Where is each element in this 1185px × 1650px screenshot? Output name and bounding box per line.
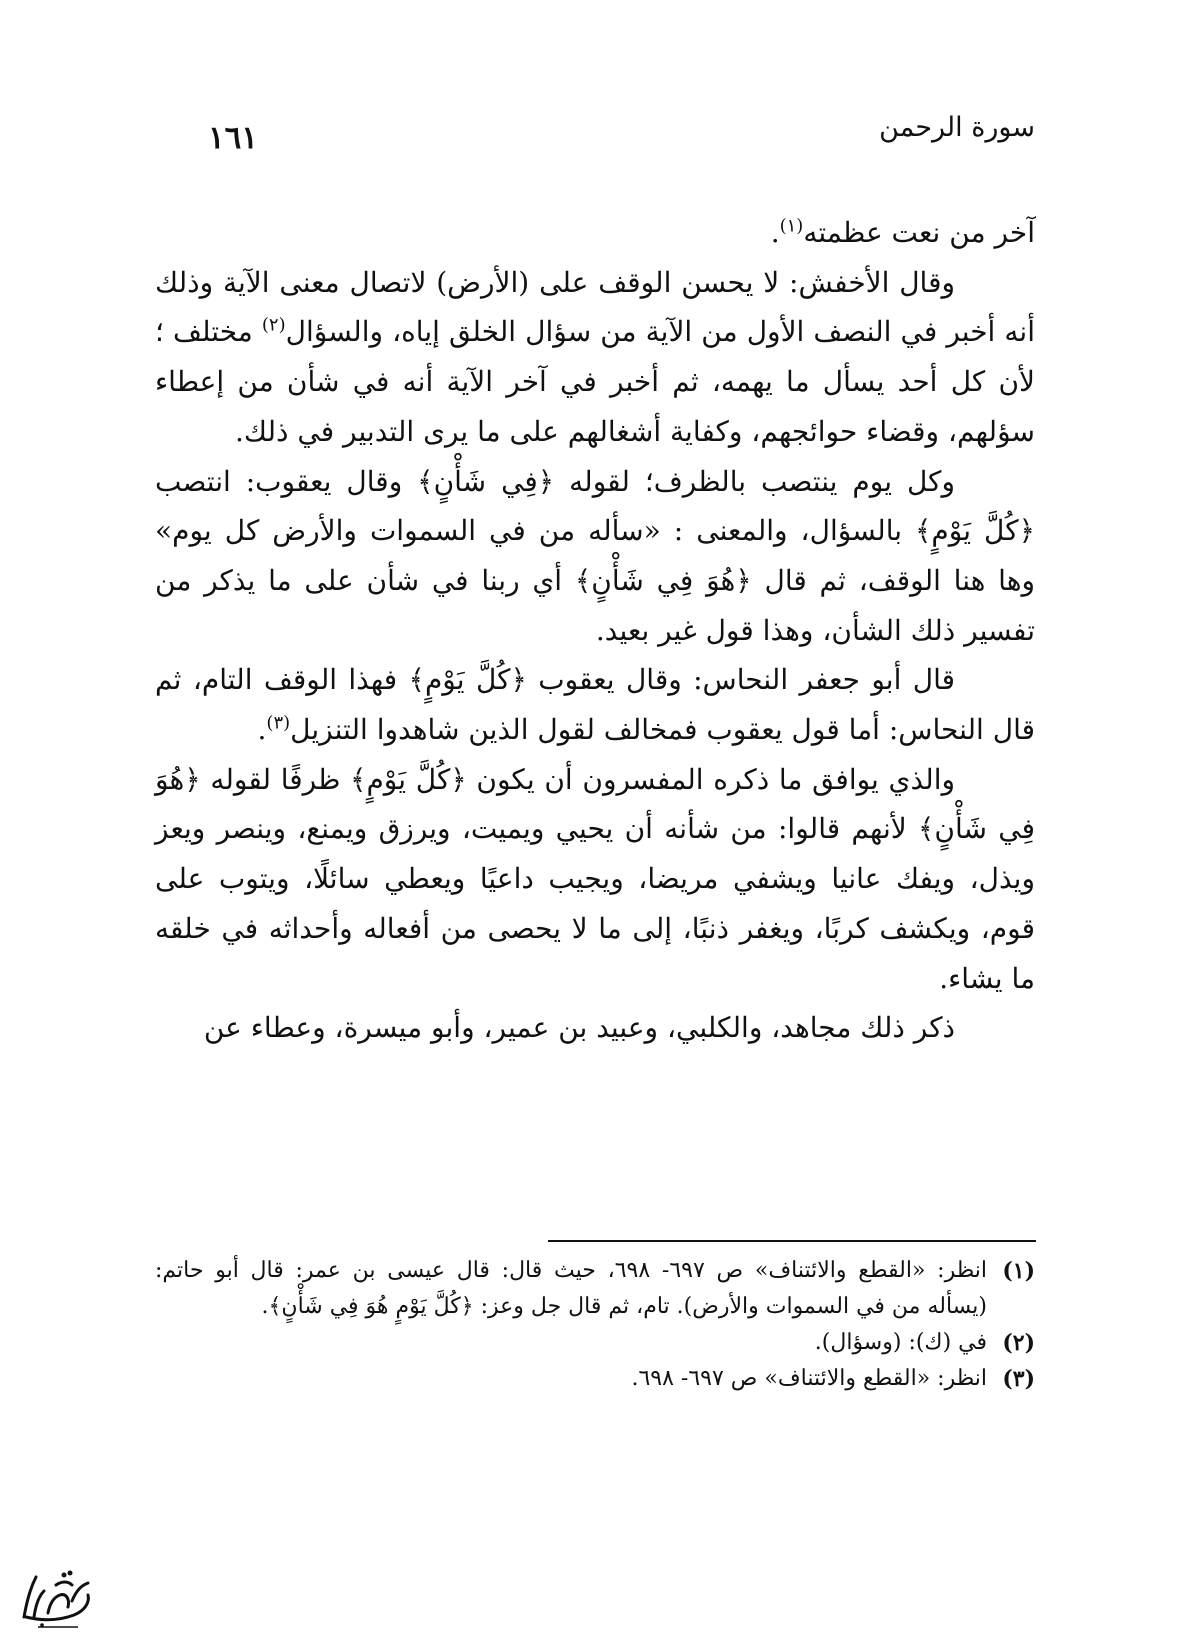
surah-title: سورة الرحمن bbox=[879, 112, 1035, 143]
paragraph bbox=[155, 208, 1035, 258]
footnote-number: (١) bbox=[1002, 1258, 1035, 1284]
almostafa-logo-icon bbox=[18, 1555, 96, 1631]
paragraph-tail: . bbox=[770, 216, 780, 249]
paragraph-text: ذكر ذلك مجاهد، والكلبي، وعبيد بن عمير، وأبو ميسرة، وعطاء عن bbox=[203, 1011, 955, 1045]
paragraph-tail: . bbox=[257, 713, 267, 747]
footnote-number: (٢) bbox=[1002, 1330, 1035, 1356]
paragraph-text: قال أبو جعفر النحاس: وقال يعقوب ﴿كُلَّ يَوْمٍ﴾ فهذا الوقف التام، ثم قال النحاس: أما قول يعقوب فمخالف لقول الذين شاهدوا التنزيل bbox=[155, 663, 1035, 747]
footnote-divider bbox=[548, 1240, 1036, 1242]
footnote-text: انظر: «القطع والائتناف» ص ٦٩٧- ٦٩٨. bbox=[631, 1366, 987, 1391]
page-number: ١٦١ bbox=[208, 120, 258, 156]
paragraph-tail: مختلف ؛ لأن كل أحد يسأل ما يهمه، ثم أخبر في آخر الآية أنه في شأن من إعطاء سؤلهم، وقضاء حوائجهم، وكفاية أشغالهم على ما يرى التدبير في ذلك. bbox=[155, 315, 1035, 448]
paragraph bbox=[155, 258, 1035, 457]
footnote-reference[interactable]: (١) bbox=[779, 215, 804, 237]
footnote-number: (٣) bbox=[1002, 1366, 1035, 1392]
footnote bbox=[155, 1253, 1035, 1325]
footnote-text: في (ك): (وسؤال). bbox=[814, 1330, 987, 1355]
paragraph bbox=[155, 1003, 1035, 1053]
paragraph bbox=[155, 755, 1035, 1004]
footnote bbox=[155, 1361, 1035, 1397]
paragraph bbox=[155, 457, 1035, 656]
paragraph-text: آخر من نعت عظمته bbox=[803, 216, 1035, 249]
paragraph-text: وكل يوم ينتصب بالظرف؛ لقوله ﴿فِي شَأْنٍ﴾ وقال يعقوب: انتصب ﴿كُلَّ يَوْمٍ﴾ بالسؤال، والمعنى : «سأله من في السموات والأرض كل يوم» وها هنا الوقف، ثم قال ﴿هُوَ فِي شَأْنٍ﴾ أي ربنا في شأن على ما يذكر من تفسير ذلك الشأن، وهذا قول غير بعيد. bbox=[155, 464, 1035, 647]
footnotes bbox=[155, 1253, 1035, 1397]
paragraph bbox=[155, 655, 1035, 754]
footnote bbox=[155, 1325, 1035, 1361]
main-text bbox=[155, 208, 1035, 1053]
footnote-reference[interactable]: (٣) bbox=[266, 712, 291, 734]
paragraph-text: وقال الأخفش: لا يحسن الوقف على (الأرض) لاتصال معنى الآية وذلك أنه أخبر في النصف الأول من الآية من سؤال الخلق إياه، والسؤال bbox=[155, 265, 1036, 349]
paragraph-text: والذي يوافق ما ذكره المفسرون أن يكون ﴿كُلَّ يَوْمٍ﴾ ظرفًا لقوله ﴿هُوَ فِي شَأْنٍ﴾ لأنهم قالوا: من شأنه أن يحيي ويميت، ويرزق ويمنع، وينصر ويعز ويذل، ويفك عانيا ويشفي مريضا، ويجيب داعيًا ويعطي سائلًا، ويتوب على قوم، ويكشف كربًا، ويغفر ذنبًا، إلى ما لا يحصى من أفعاله وأحداثه في خلقه ما يشاء. bbox=[155, 762, 1035, 995]
footnote-text: انظر: «القطع والائتناف» ص ٦٩٧- ٦٩٨، حيث قال: قال عيسى بن عمر: قال أبو حاتم: (يسأله من في السموات والأرض). تام، ثم قال جل وعز: ﴿كُلَّ يَوْمٍ هُوَ فِي شَأْنٍ﴾. bbox=[155, 1258, 987, 1319]
footnote-reference[interactable]: (٢) bbox=[261, 315, 286, 337]
